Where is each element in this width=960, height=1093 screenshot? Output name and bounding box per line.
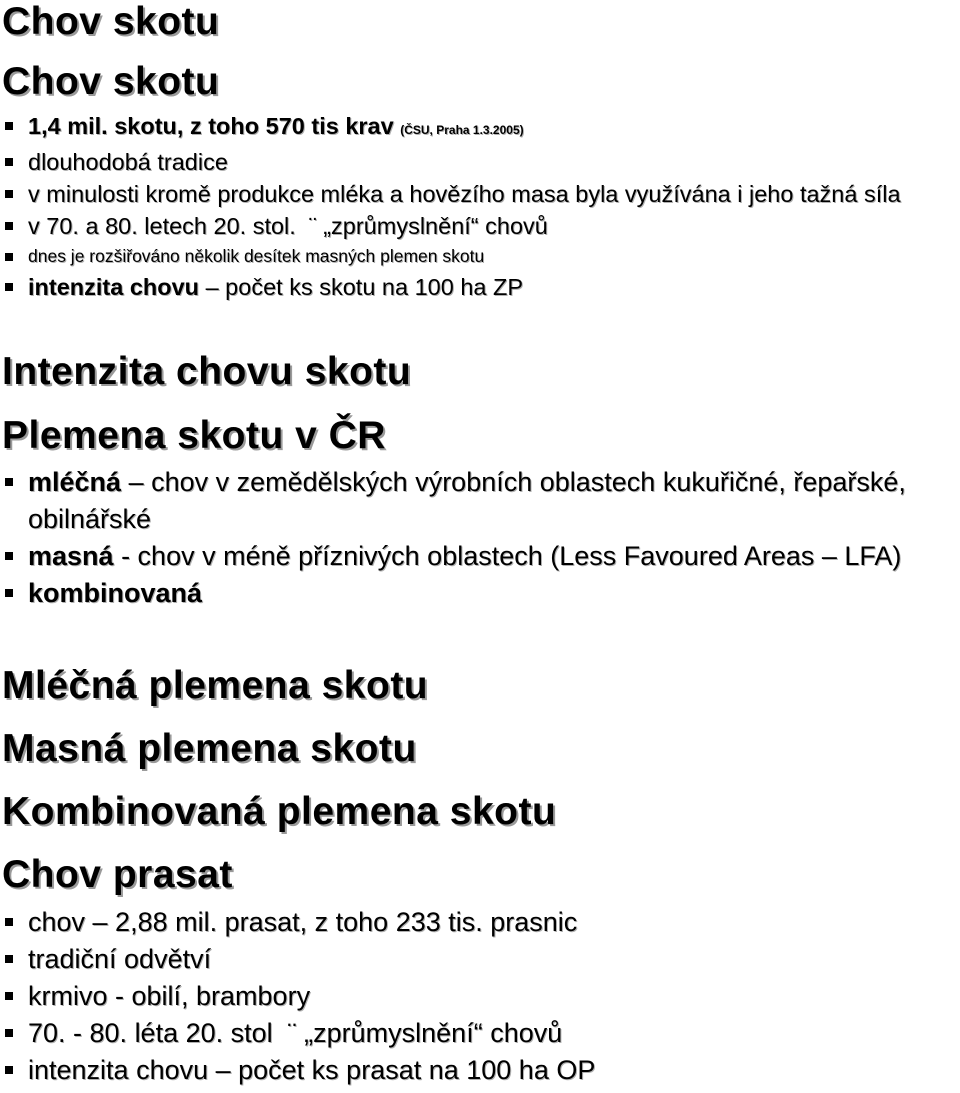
heading-mlecna-plemena: Mléčná plemena skotu — [2, 664, 429, 707]
list-item: krmivo - obilí, brambory — [0, 978, 595, 1015]
list-item: dnes je rozšiřováno několik desítek masných plemen skotu — [0, 242, 948, 271]
intensity-label: intenzita chovu — [28, 274, 200, 300]
prasata-bullet-list — [0, 904, 595, 1089]
heading-chov-skotu-1: Chov skotu — [2, 0, 220, 43]
plemena-bullet-list — [0, 464, 948, 612]
heading-chov-prasat: Chov prasat — [2, 853, 233, 896]
beef-text: - chov v méně příznivých oblastech (Less Favoured Areas – LFA) — [113, 541, 902, 571]
list-item: dlouhodobá tradice — [0, 146, 948, 178]
dairy-label: mléčná — [28, 467, 122, 497]
list-item — [0, 538, 908, 575]
skot-bullet-list — [0, 110, 948, 303]
list-item — [0, 575, 948, 612]
heading-plemena-skotu: Plemena skotu v ČR — [2, 414, 386, 457]
list-item: intenzita chovu – počet ks prasat na 100 ha OP — [0, 1052, 595, 1089]
list-item — [0, 271, 948, 303]
cattle-count-text: 1,4 mil. skotu, z toho 570 tis krav — [28, 113, 394, 139]
dairy-text: – chov v zemědělských výrobních oblastech kukuřičné, řepařské, obilnářské — [28, 467, 906, 534]
combined-label: kombinovaná — [28, 578, 203, 608]
heading-intenzita-chovu-skotu: Intenzita chovu skotu — [2, 350, 412, 393]
source-note: (ČSU, Praha 1.3.2005) — [400, 123, 524, 137]
list-item: chov – 2,88 mil. prasat, z toho 233 tis. prasnic — [0, 904, 595, 941]
list-item: v 70. a 80. letech 20. stol. ¨ „zprůmyslnění“ chovů — [0, 210, 948, 242]
list-item — [0, 110, 948, 146]
list-item — [0, 464, 948, 538]
heading-chov-skotu-2: Chov skotu — [2, 60, 220, 103]
intensity-text: – počet ks skotu na 100 ha ZP — [199, 274, 524, 300]
list-item: v minulosti kromě produkce mléka a hovězího masa byla využívána i jeho tažná síla — [0, 178, 948, 210]
heading-masna-plemena: Masná plemena skotu — [2, 727, 417, 770]
list-item: tradiční odvětví — [0, 941, 595, 978]
list-item: 70. - 80. léta 20. stol ¨ „zprůmyslnění“ chovů — [0, 1015, 595, 1052]
beef-label: masná — [28, 541, 114, 571]
heading-kombinovana-plemena: Kombinovaná plemena skotu — [2, 790, 557, 833]
